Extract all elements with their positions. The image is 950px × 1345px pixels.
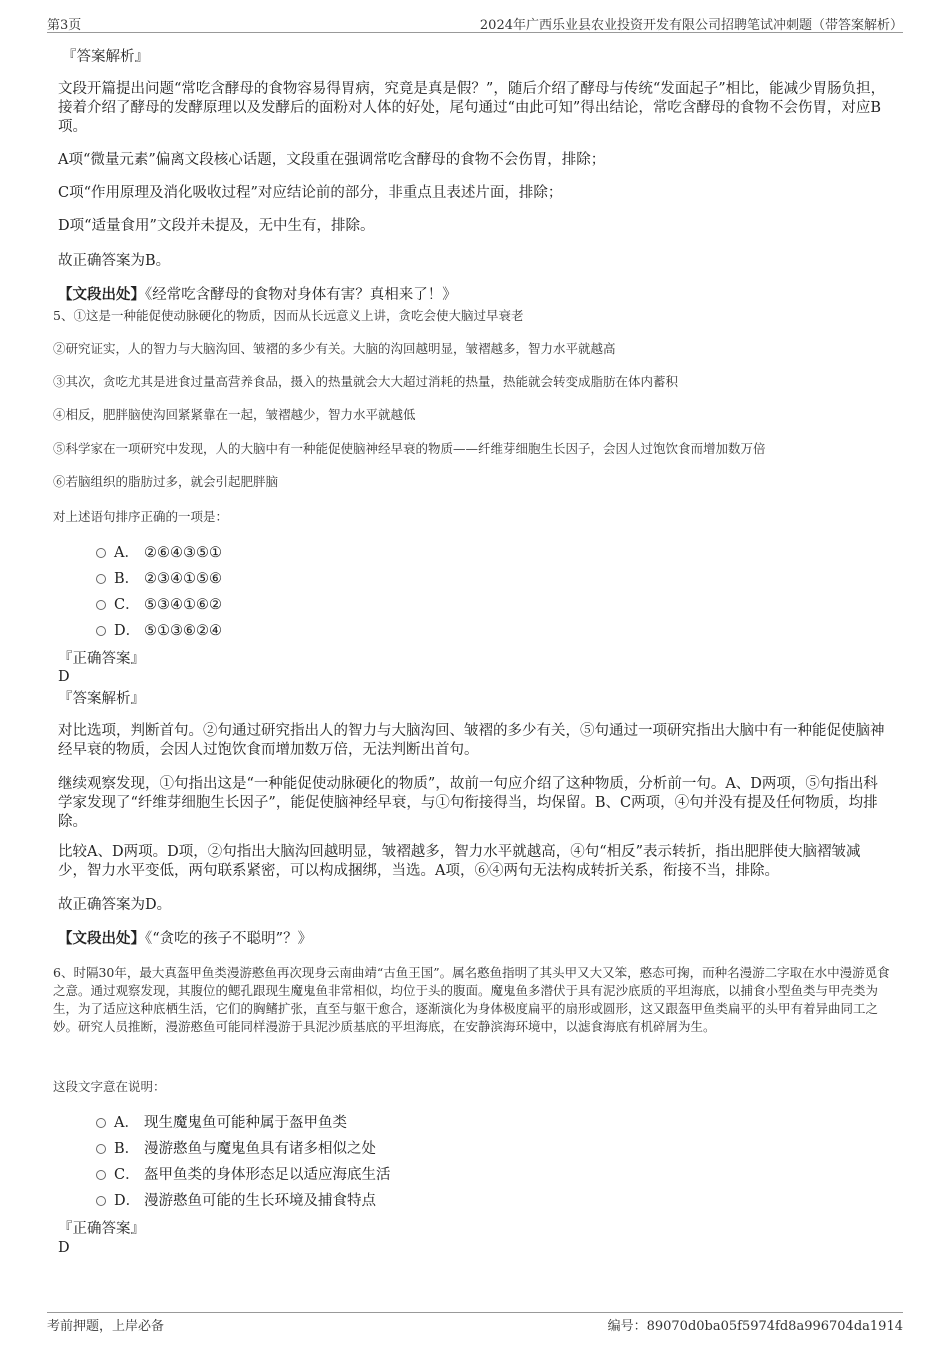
option-a[interactable]: A． ②⑥④③⑤① xyxy=(96,544,222,562)
question-stem: 6、时隔30年，最大真盔甲鱼类漫游憨鱼再次现身云南曲靖“古鱼王国”。属名憨鱼指明了其头甲又大又笨，憨态可掬，而种名漫游二字取在水中漫游觅食之意。通过观察发现，其腹位的鳃孔跟现生魔鬼鱼非常相似，均位于头的腹面。魔鬼鱼多潜伏于具有泥沙底质的平坦海底，以捕食小型鱼类与甲壳类为生，为了适应这种底栖生活，它们的胸鳍扩张，直至与躯干愈合，逐渐演化为身体极度扁平的扇形或圆形，这又跟盔甲鱼类扁平的头甲有着异曲同工之妙。研究人员推断，漫游憨鱼可能同样漫游于具泥沙质基底的平坦海底，在安静滨海环境中，以滤食海底有机碎屑为生。 xyxy=(53,965,890,1034)
option-c[interactable]: C． ⑤③④①⑥② xyxy=(96,596,222,614)
radio-icon[interactable] xyxy=(96,1196,106,1206)
option-b[interactable]: B． 漫游憨鱼与魔鬼鱼具有诸多相似之处 xyxy=(96,1140,376,1158)
radio-icon[interactable] xyxy=(96,1144,106,1154)
analysis-paragraph: 对比选项，判断首句。②句通过研究指出人的智力与大脑沟回、皱褶的多少有关，⑤句通过一项研究指出大脑中有一种能促使脑神经早衰的物质，会因人过饱饮食而增加数万倍，无法判断出首句。 xyxy=(58,723,885,758)
option-d[interactable]: D． 漫游憨鱼可能的生长环境及捕食特点 xyxy=(96,1192,376,1210)
analysis-paragraph: 比较A、D两项。D项，②句指出大脑沟回越明显，皱褶越多，智力水平就越高，④句“相反”表示转折，指出肥胖使大脑褶皱减少，智力水平变低，两句联系紧密，可以构成捆绑，当选。A项，⑥④两句无法构成转折关系，衔接不当，排除。 xyxy=(58,844,861,879)
document-code: 编号：89070d0ba05f5974fd8a996704da1914 xyxy=(607,1319,903,1334)
radio-icon[interactable] xyxy=(96,548,106,558)
question-prompt: 这段文字意在说明： xyxy=(53,1079,166,1094)
radio-icon[interactable] xyxy=(96,1118,106,1128)
source-text: 《经常吃含酵母的食物对身体有害？真相来了！》 xyxy=(145,287,457,303)
answer-label: 『正确答案』 xyxy=(58,1221,145,1237)
analysis-conclusion: 故正确答案为B。 xyxy=(58,253,171,269)
option-a[interactable]: A． 现生魔鬼鱼可能种属于盔甲鱼类 xyxy=(96,1114,347,1132)
option-c[interactable]: C． 盔甲鱼类的身体形态足以适应海底生活 xyxy=(96,1166,391,1184)
option-d[interactable]: D． ⑤①③⑥②④ xyxy=(96,622,222,640)
analysis-label: 『答案解析』 xyxy=(62,49,149,65)
source-text: 《“贪吃的孩子不聪明”？》 xyxy=(145,931,313,947)
option-b[interactable]: B． ②③④①⑤⑥ xyxy=(96,570,222,588)
page-number: 第3页 xyxy=(47,18,82,33)
question-sentence: ③其次，贪吃尤其是进食过量高营养食品，摄入的热量就会大大超过消耗的热量，热能就会转变成脂肪在体内蓄积 xyxy=(53,374,679,389)
radio-icon[interactable] xyxy=(96,626,106,636)
question-sentence: ②研究证实，人的智力与大脑沟回、皱褶的多少有关。大脑的沟回越明显，皱褶越多，智力水平就越高 xyxy=(53,341,616,356)
question-sentence: ⑥若脑组织的脂肪过多，就会引起肥胖脑 xyxy=(53,474,279,489)
analysis-paragraph: C项“作用原理及消化吸收过程”对应结论前的部分，非重点且表述片面，排除； xyxy=(58,185,563,201)
document-title: 2024年广西乐业县农业投资开发有限公司招聘笔试冲刺题（带答案解析） xyxy=(479,18,903,33)
radio-icon[interactable] xyxy=(96,1170,106,1180)
answer-value: D xyxy=(58,669,70,685)
page-footer xyxy=(47,1312,903,1333)
question-sentence: ⑤科学家在一项研究中发现，人的大脑中有一种能促使脑神经早衰的物质——纤维芽细胞生长因子，会因人过饱饮食而增加数万倍 xyxy=(53,441,766,456)
answer-value: D xyxy=(58,1240,70,1256)
analysis-paragraph: D项“适量食用”文段并未提及，无中生有，排除。 xyxy=(58,218,375,234)
source-label: 【文段出处】 xyxy=(58,930,145,947)
source-line xyxy=(58,929,312,949)
footer-slogan: 考前押题，上岸必备 xyxy=(47,1319,165,1334)
analysis-paragraph: 继续观察发现，①句指出这是“一种能促使动脉硬化的物质”，故前一句应介绍了这种物质，分析前一句。A、D两项，⑤句指出科学家发现了“纤维芽细胞生长因子”，能促使脑神经早衰，与①句衔接得当，均保留。B、C两项，④句并没有提及任何物质，均排除。 xyxy=(58,776,878,830)
question-prompt: 对上述语句排序正确的一项是： xyxy=(53,509,229,524)
source-label: 【文段出处】 xyxy=(58,286,145,303)
analysis-conclusion: 故正确答案为D。 xyxy=(58,897,172,913)
question-sentence: ④相反，肥胖脑使沟回紧紧靠在一起，皱褶越少，智力水平就越低 xyxy=(53,407,416,422)
source-line xyxy=(58,285,457,305)
radio-icon[interactable] xyxy=(96,574,106,584)
radio-icon[interactable] xyxy=(96,600,106,610)
analysis-paragraph: A项“微量元素”偏离文段核心话题，文段重在强调常吃含酵母的食物不会伤胃，排除； xyxy=(58,152,606,168)
question-sentence: 5、①这是一种能促使动脉硬化的物质，因而从长远意义上讲，贪吃会使大脑过早衰老 xyxy=(53,308,524,323)
analysis-label: 『答案解析』 xyxy=(58,691,145,707)
page-header xyxy=(47,12,903,33)
answer-label: 『正确答案』 xyxy=(58,651,145,667)
analysis-paragraph: 文段开篇提出问题“常吃含酵母的食物容易得胃病，究竟是真是假？”，随后介绍了酵母与传统“发面起子”相比，能减少胃肠负担，接着介绍了酵母的发酵原理以及发酵后的面粉对人体的好处，尾句通过“由此可知”得出结论，常吃含酵母的食物不会伤胃，对应B项。 xyxy=(58,81,886,135)
